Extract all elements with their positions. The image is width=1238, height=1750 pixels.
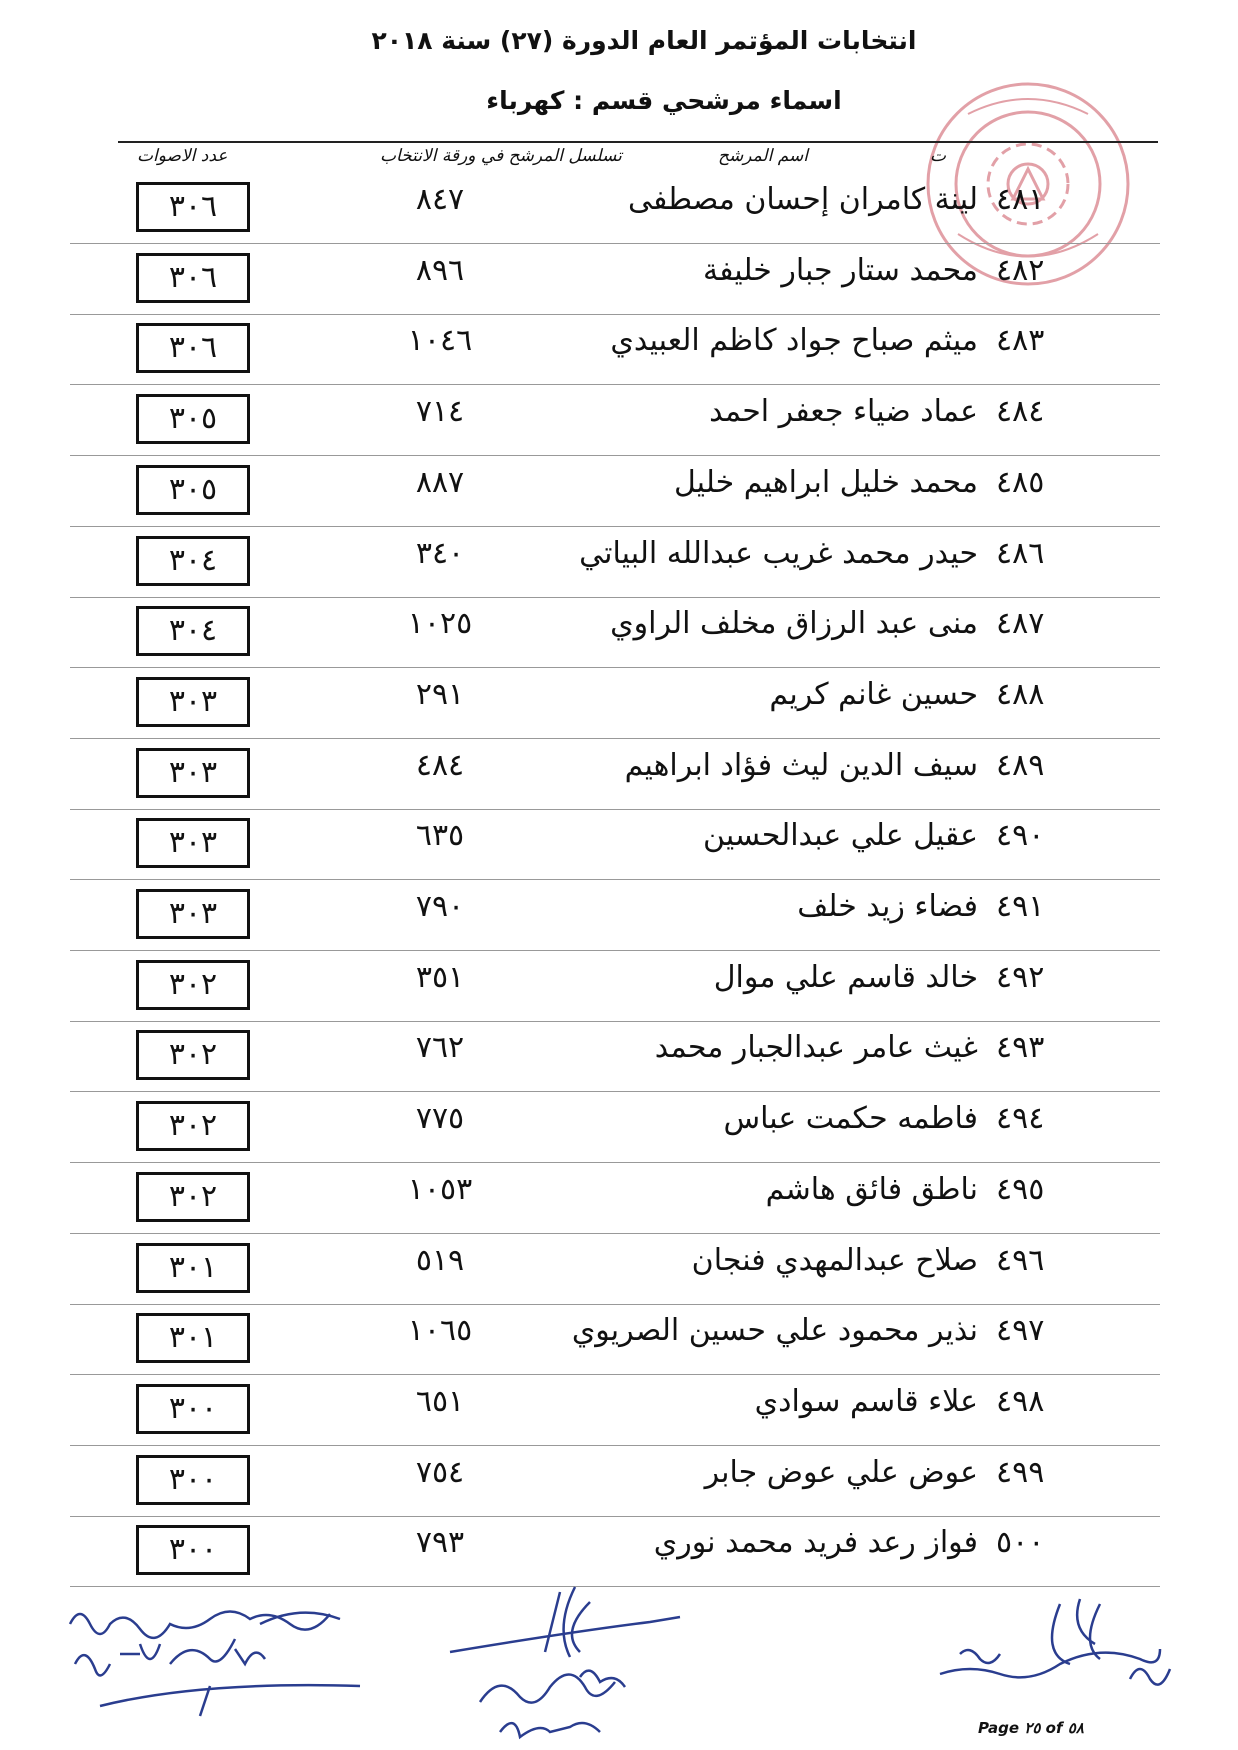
candidate-name: محمد ستار جبار خليفة: [703, 252, 978, 288]
vote-count-box: ٣٠٣: [136, 677, 250, 727]
table-row: [0, 883, 1238, 953]
ballot-sequence: ٣٤٠: [415, 535, 465, 571]
table-row: [0, 812, 1238, 882]
ballot-sequence: ٣٥١: [415, 959, 465, 995]
ballot-sequence: ٥١٩: [415, 1242, 465, 1278]
vote-count-box: ٣٠٦: [136, 253, 250, 303]
row-divider: [70, 243, 1160, 244]
row-index: ٤٨٣: [996, 323, 1045, 359]
row-index: ٤٨٤: [996, 394, 1045, 430]
vote-count-box: ٣٠٣: [136, 889, 250, 939]
left-signature: [60, 1594, 390, 1724]
vote-count-box: ٣٠٥: [136, 465, 250, 515]
vote-count-box: ٣٠٥: [136, 394, 250, 444]
row-index: ٤٨٩: [996, 747, 1045, 783]
row-index: ٤٩٤: [996, 1101, 1045, 1137]
ballot-sequence: ٧٦٢: [415, 1030, 465, 1066]
candidate-name: منى عبد الرزاق مخلف الراوي: [610, 606, 978, 642]
ballot-sequence: ١٠٥٣: [407, 1171, 473, 1207]
table-row: [0, 671, 1238, 741]
table-row: [0, 176, 1238, 246]
row-index: ٥٠٠: [996, 1525, 1045, 1561]
header-votes: عدد الاصوات: [137, 146, 228, 166]
ballot-sequence: ٨٤٧: [415, 182, 465, 217]
ballot-sequence: ٢٩١: [415, 676, 465, 712]
ballot-sequence: ١٠٢٥: [407, 606, 473, 642]
ballot-sequence: ٧٩٠: [415, 889, 465, 924]
ballot-sequence: ٨٩٦: [415, 252, 465, 288]
row-index: ٤٩٢: [996, 959, 1045, 995]
row-index: ٤٩١: [996, 889, 1045, 924]
candidate-name: نذير محمود علي حسين الصريوي: [571, 1313, 978, 1349]
row-divider: [70, 879, 1160, 880]
ballot-sequence: ٧١٤: [415, 394, 465, 430]
candidate-name: غيث عامر عبدالجبار محمد: [654, 1030, 978, 1066]
table-row: [0, 317, 1238, 387]
candidate-name: فاطمه حكمت عباس: [723, 1101, 978, 1137]
vote-count-box: ٣٠٦: [136, 323, 250, 373]
header-sequence: تسلسل المرشح في ورقة الانتخاب: [380, 146, 622, 166]
document-subtitle: اسماء مرشحي قسم : كهرباء: [486, 86, 842, 115]
document-title: انتخابات المؤتمر العام الدورة (٢٧) سنة ٢٠١٨: [371, 26, 917, 55]
table-row: [0, 954, 1238, 1024]
ballot-sequence: ٦٣٥: [415, 818, 465, 854]
vote-count-box: ٣٠٦: [136, 182, 250, 232]
row-divider: [70, 526, 1160, 527]
ballot-sequence: ٦٥١: [415, 1383, 465, 1419]
row-index: ٤٩٦: [996, 1242, 1045, 1278]
ballot-sequence: ٨٨٧: [415, 464, 465, 500]
row-divider: [70, 597, 1160, 598]
candidate-name: صلاح عبدالمهدي فنجان: [691, 1242, 978, 1278]
vote-count-box: ٣٠٢: [136, 1101, 250, 1151]
vote-count-box: ٣٠٣: [136, 818, 250, 868]
row-index: ٤٨٦: [996, 535, 1045, 571]
candidate-name: خالد قاسم علي موال: [713, 959, 978, 995]
ballot-sequence: ٧٧٥: [415, 1101, 465, 1137]
row-index: ٤٨٧: [996, 606, 1045, 642]
row-index: ٤٩٧: [996, 1313, 1045, 1349]
table-row: [0, 247, 1238, 317]
candidate-name: فضاء زيد خلف: [797, 889, 978, 924]
table-row: [0, 388, 1238, 458]
row-divider: [70, 1021, 1160, 1022]
row-index: ٤٩٩: [996, 1454, 1045, 1490]
vote-count-box: ٣٠١: [136, 1243, 250, 1293]
table-row: [0, 530, 1238, 600]
row-index: ٤٩٠: [996, 818, 1045, 854]
row-divider: [70, 809, 1160, 810]
table-row: [0, 1519, 1238, 1589]
table-row: [0, 1307, 1238, 1377]
header-rule: [118, 141, 1158, 143]
candidate-name: سيف الدين ليث فؤاد ابراهيم: [624, 747, 978, 783]
right-signature: [930, 1594, 1200, 1709]
table-row: [0, 1095, 1238, 1165]
candidate-name: ناطق فائق هاشم: [765, 1171, 978, 1207]
vote-count-box: ٣٠٠: [136, 1525, 250, 1575]
candidate-name: محمد خليل ابراهيم خليل: [673, 464, 978, 500]
candidate-name: حسين غانم كريم: [769, 676, 978, 712]
candidate-name: حيدر محمد غريب عبدالله البياتي: [579, 535, 978, 571]
middle-signature: [440, 1582, 700, 1747]
row-divider: [70, 1091, 1160, 1092]
table-row: [0, 742, 1238, 812]
header-name: اسم المرشح: [717, 146, 808, 166]
table-row: [0, 1166, 1238, 1236]
ballot-sequence: ٤٨٤: [415, 747, 465, 783]
row-divider: [70, 1445, 1160, 1446]
header-index: ت: [929, 146, 946, 166]
row-divider: [70, 667, 1160, 668]
row-index: ٤٨١: [996, 182, 1045, 217]
ballot-sequence: ١٠٤٦: [407, 323, 473, 359]
row-divider: [70, 1516, 1160, 1517]
row-index: ٤٩٨: [996, 1383, 1045, 1419]
table-row: [0, 459, 1238, 529]
row-divider: [70, 1374, 1160, 1375]
vote-count-box: ٣٠٤: [136, 536, 250, 586]
candidate-name: علاء قاسم سوادي: [754, 1383, 978, 1419]
ballot-sequence: ١٠٦٥: [407, 1313, 473, 1349]
row-index: ٤٨٨: [996, 676, 1045, 712]
row-divider: [70, 950, 1160, 951]
row-divider: [70, 738, 1160, 739]
vote-count-box: ٣٠٢: [136, 1030, 250, 1080]
table-row: [0, 1237, 1238, 1307]
row-index: ٤٨٢: [996, 252, 1045, 288]
ballot-sequence: ٧٥٤: [415, 1454, 465, 1490]
table-row: [0, 1449, 1238, 1519]
row-divider: [70, 455, 1160, 456]
candidate-name: لينة كامران إحسان مصطفى: [627, 182, 978, 217]
candidate-name: ميثم صباح جواد كاظم العبيدي: [610, 323, 978, 359]
page-number: Page ٢٥ of ٥٨: [978, 1719, 1084, 1737]
vote-count-box: ٣٠٠: [136, 1455, 250, 1505]
vote-count-box: ٣٠٣: [136, 748, 250, 798]
vote-count-box: ٣٠٢: [136, 960, 250, 1010]
row-divider: [70, 1233, 1160, 1234]
table-row: [0, 1378, 1238, 1448]
candidate-name: عوض علي عوض جابر: [704, 1454, 978, 1490]
row-divider: [70, 314, 1160, 315]
row-divider: [70, 1304, 1160, 1305]
vote-count-box: ٣٠٤: [136, 606, 250, 656]
row-index: ٤٨٥: [996, 464, 1045, 500]
row-index: ٤٩٥: [996, 1171, 1045, 1207]
candidate-name: عماد ضياء جعفر احمد: [709, 394, 978, 430]
table-row: [0, 1024, 1238, 1094]
row-divider: [70, 1162, 1160, 1163]
candidate-name: عقيل علي عبدالحسين: [703, 818, 978, 854]
row-index: ٤٩٣: [996, 1030, 1045, 1066]
candidate-name: فواز رعد فريد محمد نوري: [653, 1525, 978, 1561]
vote-count-box: ٣٠٠: [136, 1384, 250, 1434]
vote-count-box: ٣٠١: [136, 1313, 250, 1363]
ballot-sequence: ٧٩٣: [415, 1525, 465, 1561]
table-row: [0, 600, 1238, 670]
vote-count-box: ٣٠٢: [136, 1172, 250, 1222]
row-divider: [70, 384, 1160, 385]
